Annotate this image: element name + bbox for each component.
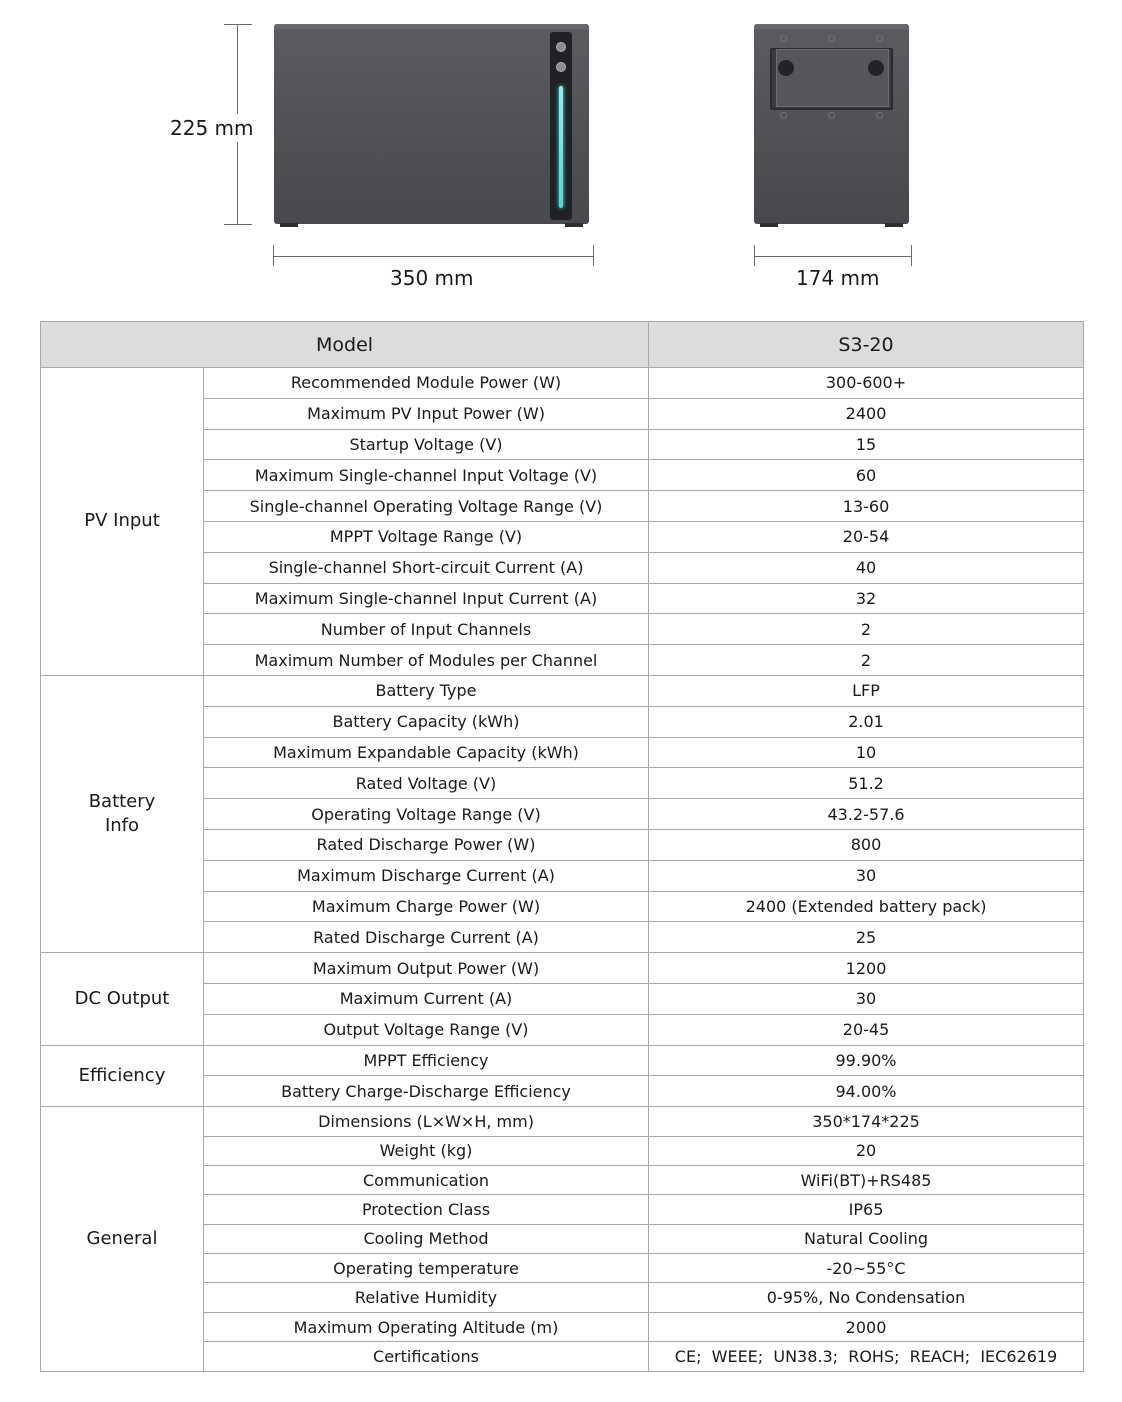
length-dimension-tick-left [273, 245, 274, 266]
model-header-value: S3-20 [649, 322, 1084, 368]
spec-value: -20~55°C [649, 1254, 1084, 1283]
handle-knob-right-icon [868, 60, 884, 76]
spec-value: LFP [649, 675, 1084, 706]
spec-value: WiFi(BT)+RS485 [649, 1165, 1084, 1194]
spec-label: Maximum Expandable Capacity (kWh) [204, 737, 649, 768]
height-dimension-tick-bottom [224, 224, 252, 225]
spec-value: 15 [649, 429, 1084, 460]
spec-value: 99.90% [649, 1045, 1084, 1076]
handle-knob-left-icon [778, 60, 794, 76]
width-dimension-line [754, 256, 912, 257]
spec-label: Output Voltage Range (V) [204, 1014, 649, 1045]
category-general: General [41, 1107, 204, 1372]
spec-value: 350*174*225 [649, 1107, 1084, 1136]
control-panel [550, 32, 572, 220]
spec-value: Natural Cooling [649, 1224, 1084, 1253]
table-row [41, 1107, 1084, 1136]
power-button-icon [556, 42, 566, 52]
spec-value: 2000 [649, 1312, 1084, 1341]
spec-label: Startup Voltage (V) [204, 429, 649, 460]
spec-value: 13-60 [649, 491, 1084, 522]
carry-handle-plate [776, 49, 889, 107]
spec-label: Number of Input Channels [204, 614, 649, 645]
spec-label: Battery Charge-Discharge Efficiency [204, 1076, 649, 1107]
width-dimension-label: 174 mm [796, 266, 880, 290]
spec-value: 30 [649, 983, 1084, 1014]
spec-value: 51.2 [649, 768, 1084, 799]
spec-label: Maximum Current (A) [204, 983, 649, 1014]
spec-label: Rated Discharge Power (W) [204, 829, 649, 860]
length-dimension-tick-right [593, 245, 594, 266]
spec-value: IP65 [649, 1195, 1084, 1224]
spec-value: 10 [649, 737, 1084, 768]
spec-label: Maximum Number of Modules per Channel [204, 645, 649, 676]
category-pv-input: PV Input [41, 368, 204, 676]
spec-label: Single-channel Short-circuit Current (A) [204, 552, 649, 583]
table-header-row [41, 322, 1084, 368]
spec-value: 94.00% [649, 1076, 1084, 1107]
spec-label: Weight (kg) [204, 1136, 649, 1165]
table-row [41, 675, 1084, 706]
spec-label: Maximum Operating Altitude (m) [204, 1312, 649, 1341]
table-row [41, 368, 1084, 399]
spec-label: Protection Class [204, 1195, 649, 1224]
spec-label: MPPT Voltage Range (V) [204, 521, 649, 552]
spec-value: 800 [649, 829, 1084, 860]
spec-value: 2400 (Extended battery pack) [649, 891, 1084, 922]
spec-value: 300-600+ [649, 368, 1084, 399]
spec-table-body [41, 368, 1084, 1372]
spec-label: Communication [204, 1165, 649, 1194]
spec-value: 0-95%, No Condensation [649, 1283, 1084, 1312]
spec-value: 2 [649, 614, 1084, 645]
spec-label: Maximum Output Power (W) [204, 953, 649, 984]
spec-label: Operating Voltage Range (V) [204, 799, 649, 830]
category-battery-info: Battery Info [41, 675, 204, 952]
spec-value: 20 [649, 1136, 1084, 1165]
spec-value: 1200 [649, 953, 1084, 984]
function-button-icon [556, 62, 566, 72]
spec-label: Rated Discharge Current (A) [204, 922, 649, 953]
spec-label: Recommended Module Power (W) [204, 368, 649, 399]
spec-value: 25 [649, 922, 1084, 953]
spec-value: CE; WEEE; UN38.3; ROHS; REACH; IEC62619 [649, 1342, 1084, 1371]
spec-value: 60 [649, 460, 1084, 491]
spec-label: MPPT Efficiency [204, 1045, 649, 1076]
spec-value: 2400 [649, 398, 1084, 429]
table-row [41, 953, 1084, 984]
width-dimension-tick-left [754, 245, 755, 266]
spec-value: 43.2-57.6 [649, 799, 1084, 830]
spec-value: 32 [649, 583, 1084, 614]
device-front-view [274, 24, 589, 224]
spec-table [40, 321, 1084, 1372]
spec-value: 2.01 [649, 706, 1084, 737]
spec-value: 40 [649, 552, 1084, 583]
table-row [41, 1045, 1084, 1076]
spec-label: Single-channel Operating Voltage Range (V) [204, 491, 649, 522]
spec-value: 2 [649, 645, 1084, 676]
category-efficiency: Efficiency [41, 1045, 204, 1107]
spec-label: Maximum Single-channel Input Voltage (V) [204, 460, 649, 491]
spec-label: Battery Capacity (kWh) [204, 706, 649, 737]
length-dimension-label: 350 mm [390, 266, 474, 290]
spec-label: Rated Voltage (V) [204, 768, 649, 799]
width-dimension-tick-right [911, 245, 912, 266]
length-dimension-line [273, 256, 594, 257]
spec-value: 30 [649, 860, 1084, 891]
spec-label: Relative Humidity [204, 1283, 649, 1312]
spec-label: Dimensions (L×W×H, mm) [204, 1107, 649, 1136]
spec-value: 20-45 [649, 1014, 1084, 1045]
device-side-view [754, 24, 909, 224]
spec-label: Maximum Single-channel Input Current (A) [204, 583, 649, 614]
model-header-label: Model [41, 322, 649, 368]
spec-label: Maximum Discharge Current (A) [204, 860, 649, 891]
spec-label: Certifications [204, 1342, 649, 1371]
led-indicator-bar [559, 86, 563, 208]
spec-value: 20-54 [649, 521, 1084, 552]
category-dc-output: DC Output [41, 953, 204, 1045]
spec-label: Maximum PV Input Power (W) [204, 398, 649, 429]
height-dimension-tick-top [224, 24, 252, 25]
spec-label: Cooling Method [204, 1224, 649, 1253]
spec-label: Maximum Charge Power (W) [204, 891, 649, 922]
spec-label: Operating temperature [204, 1254, 649, 1283]
product-dimension-figure [0, 0, 1122, 300]
spec-label: Battery Type [204, 675, 649, 706]
height-dimension-label: 225 mm [170, 116, 254, 140]
